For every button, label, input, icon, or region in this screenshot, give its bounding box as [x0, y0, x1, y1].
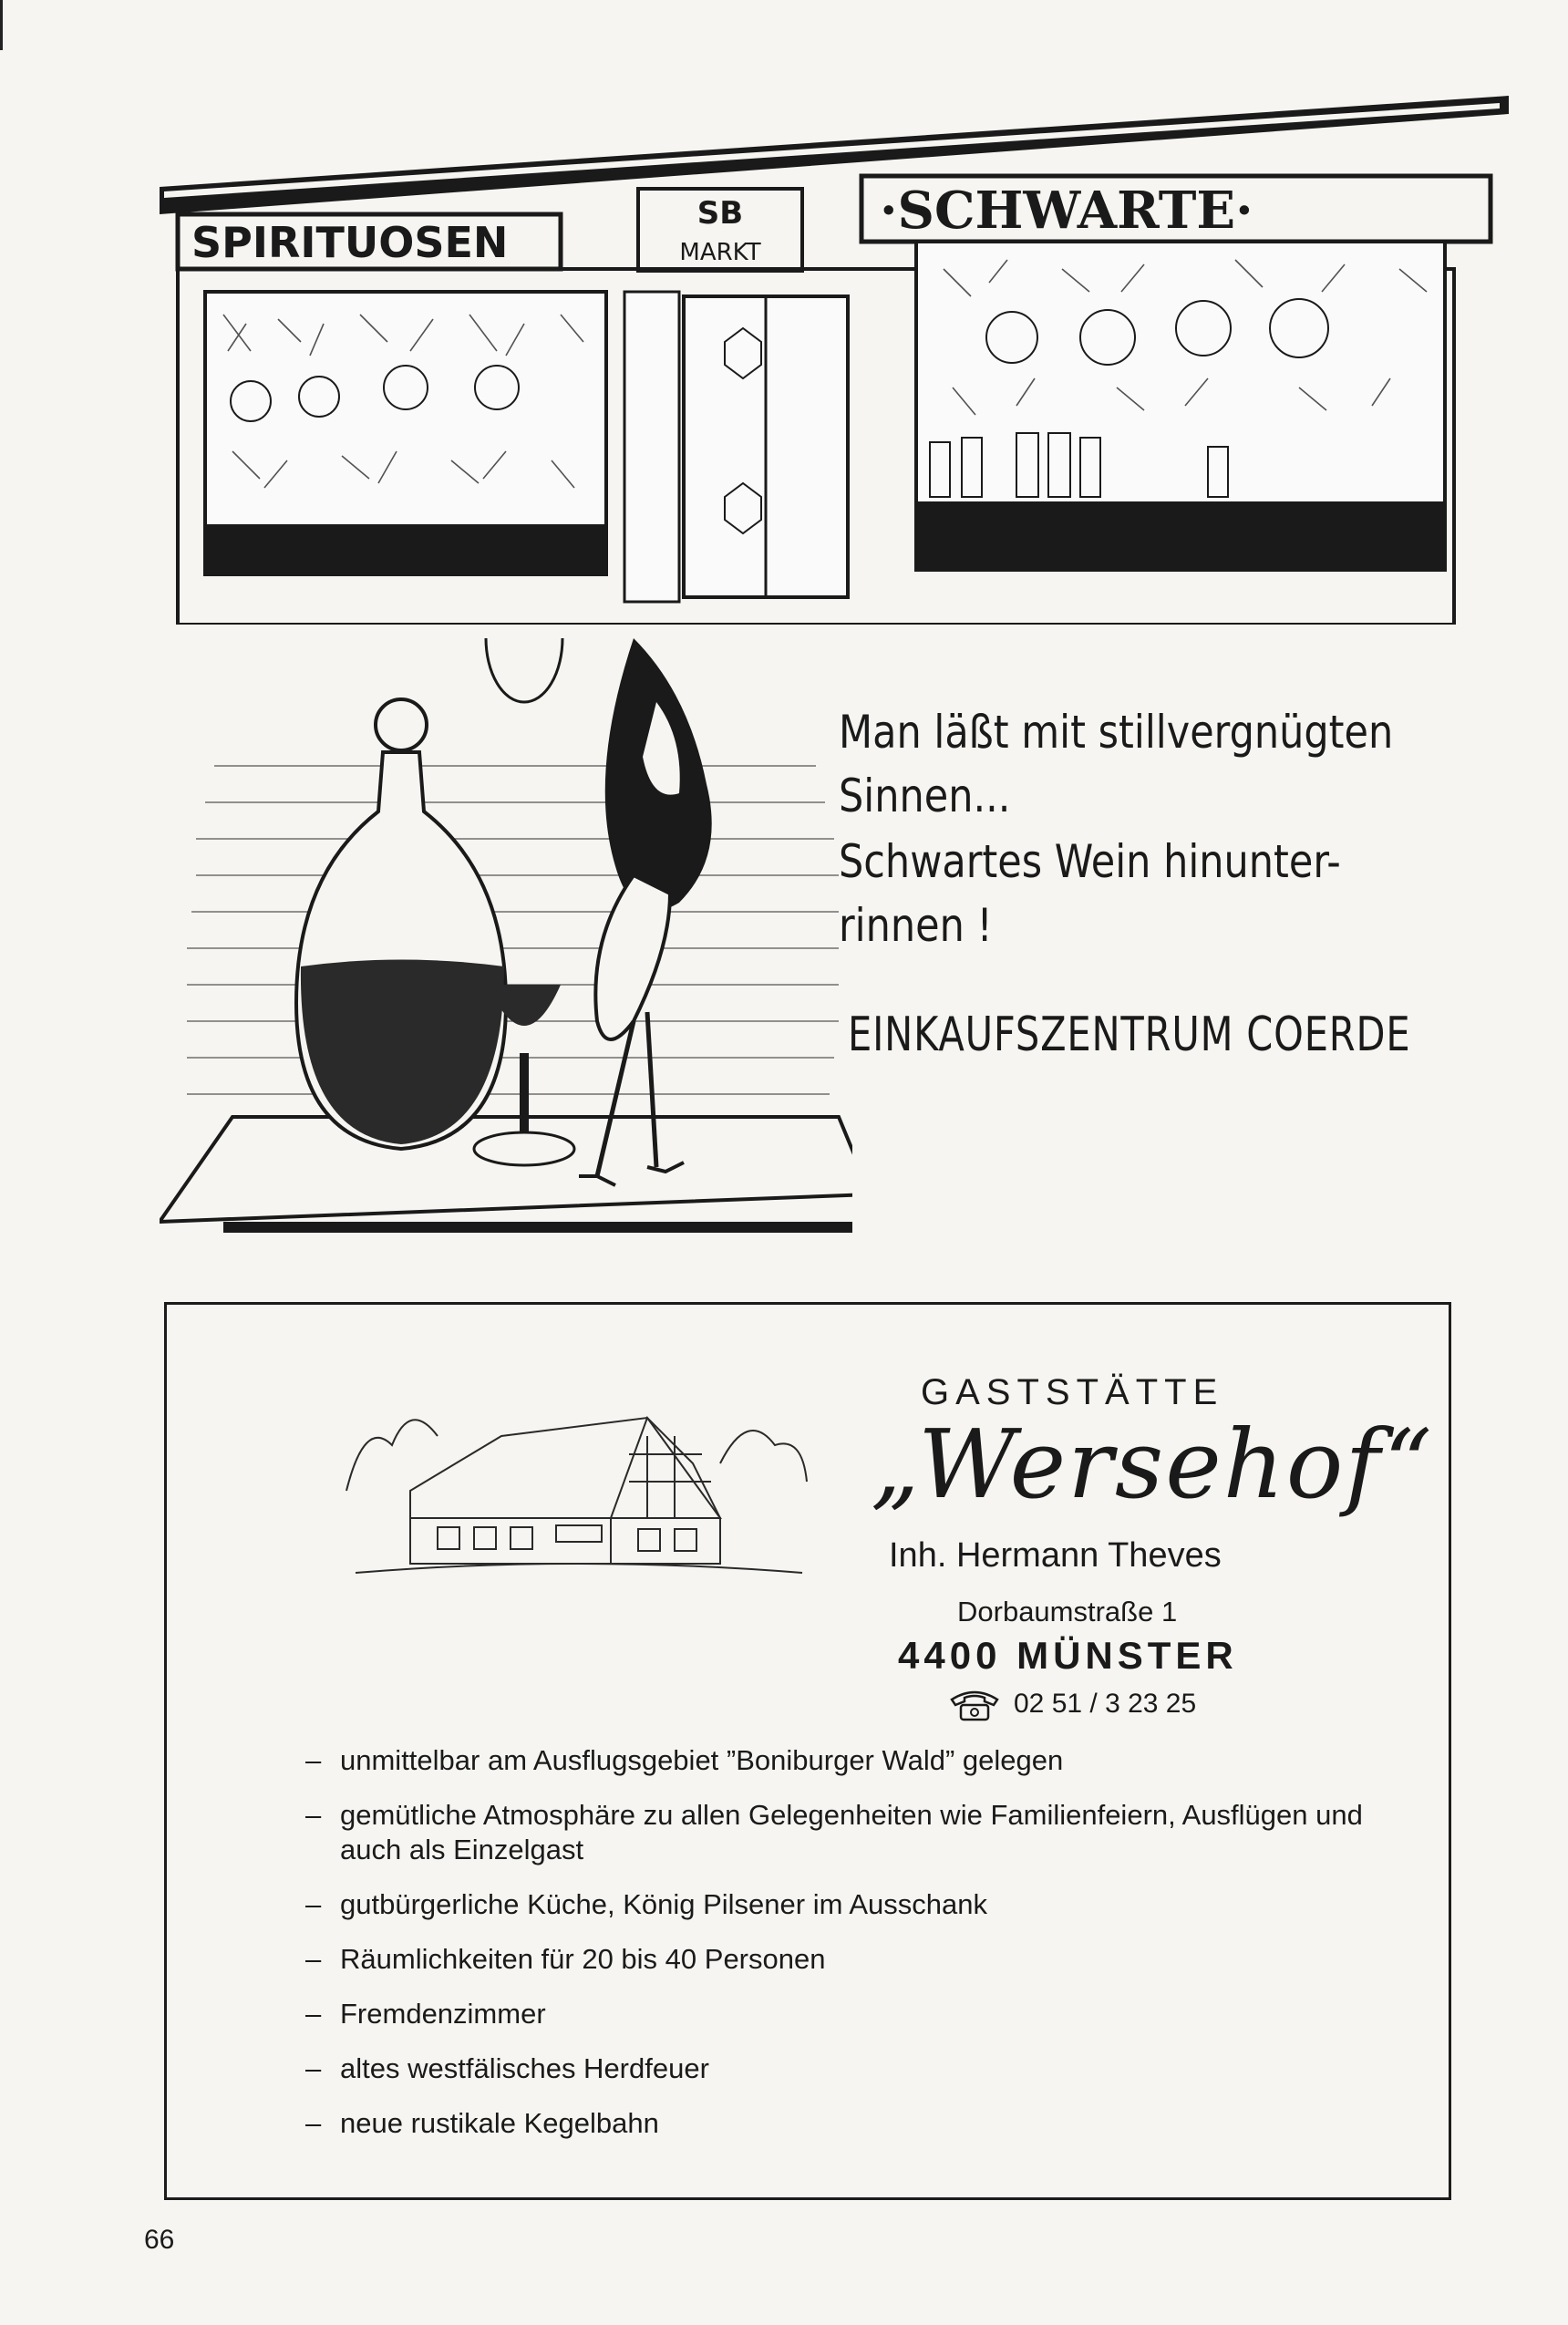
inn-city: 4400 MÜNSTER [898, 1634, 1238, 1677]
feature-item: – neue rustikale Kegelbahn [305, 2106, 1399, 2141]
shop-location: EINKAUFSZENTRUM COERDE [848, 1008, 1411, 1062]
bird-carafe-illustration [160, 638, 852, 1267]
inn-street: Dorbaumstraße 1 [957, 1596, 1178, 1628]
feature-item: – unmittelbar am Ausflugsgebiet ”Boniburger Wald” gelegen [305, 1743, 1399, 1778]
inn-feature-list [305, 1743, 1399, 2161]
slogan-line-4: rinnen ! [839, 899, 993, 952]
sign-schwarte: ·SCHWARTE· [880, 181, 1253, 241]
feature-item: – Fremdenzimmer [305, 1997, 1399, 2031]
inn-category-label: GASTSTÄTTE [921, 1372, 1224, 1412]
sign-spirituosen: SPIRITUOSEN [191, 218, 509, 267]
inn-owner: Inh. Hermann Theves [889, 1536, 1222, 1575]
inn-building-illustration [337, 1381, 811, 1582]
slogan-line-2: Sinnen... [839, 770, 1011, 822]
telephone-icon [948, 1689, 1001, 1723]
feature-item: – gemütliche Atmosphäre zu allen Gelegenheiten wie Familienfeiern, Ausflügen und auch als Einzelgast [305, 1798, 1399, 1867]
storefront-illustration [160, 87, 1509, 625]
sign-markt: MARKT [679, 239, 761, 266]
feature-item: – altes westfälisches Herdfeuer [305, 2051, 1399, 2086]
inn-name: „Wersehof“ [871, 1409, 1434, 1520]
page-edge-mark [0, 0, 3, 50]
sign-sb-logo: SB [696, 195, 744, 232]
page-number: 66 [144, 2225, 175, 2255]
feature-item: – Räumlichkeiten für 20 bis 40 Personen [305, 1942, 1399, 1977]
slogan-line-3: Schwartes Wein hinunter- [839, 835, 1341, 888]
slogan-line-1: Man läßt mit stillvergnügten [839, 706, 1394, 759]
feature-item: – gutbürgerliche Küche, König Pilsener im Ausschank [305, 1887, 1399, 1922]
inn-phone: 02 51 / 3 23 25 [1014, 1689, 1197, 1719]
